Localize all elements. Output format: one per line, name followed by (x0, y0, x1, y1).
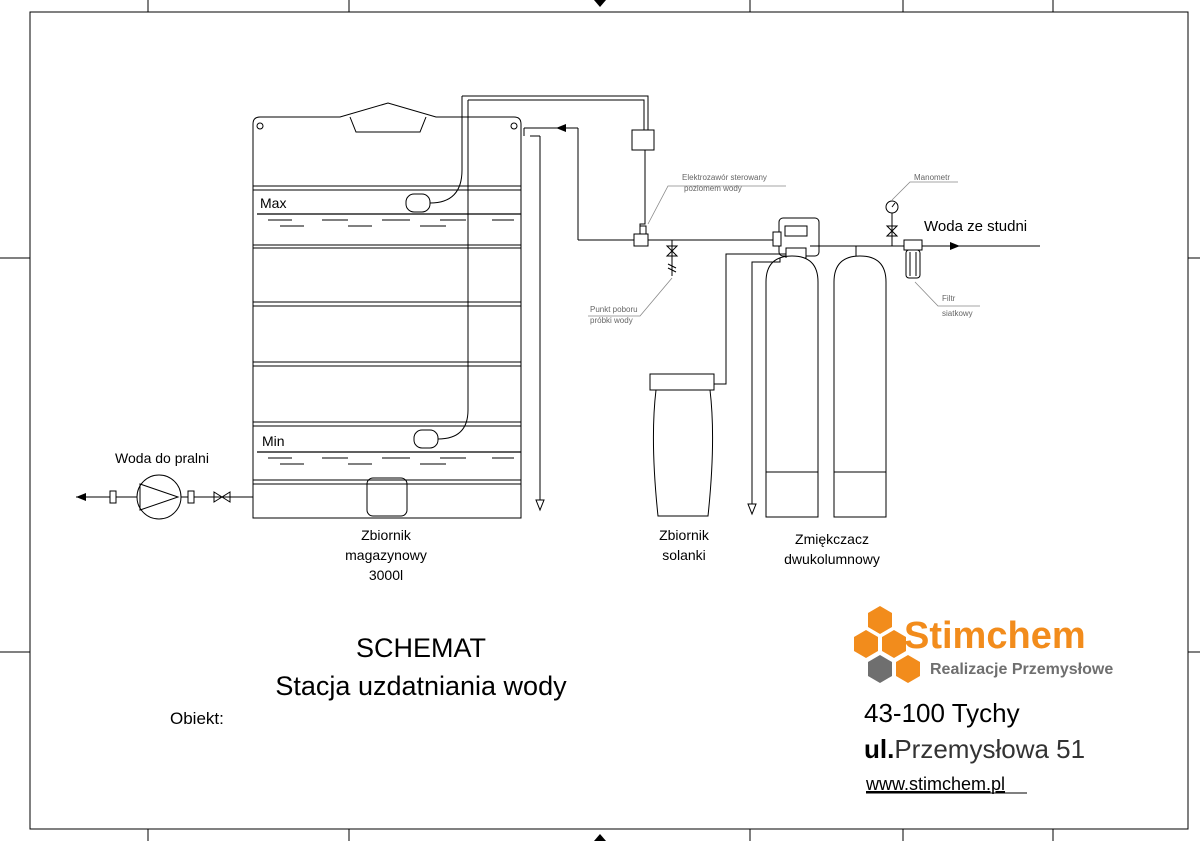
top-center-marker (594, 0, 606, 7)
softener-column-left (766, 256, 818, 517)
solenoid-valve (634, 226, 648, 246)
pump (137, 475, 181, 519)
brine-tank (650, 374, 714, 516)
company-website-link[interactable]: www.stimchem.pl (866, 774, 1006, 794)
controller-to-valve-line (640, 150, 645, 236)
softener-label-2: dwukolumnowy (784, 551, 880, 567)
company-tagline: Realizacje Przemysłowe (930, 661, 1114, 678)
filter-callout-2: siatkowy (942, 309, 973, 318)
filter-callout-1: Filtr (942, 294, 956, 303)
storage-tank-label-1: Zbiornik (361, 527, 411, 543)
flow-arrow-to-tank (556, 124, 566, 132)
solenoid-callout-2: poziomem wody (684, 184, 742, 193)
water-to-laundry-label: Woda do pralni (115, 450, 209, 466)
object-label: Obiekt: (170, 709, 224, 728)
schema-title: SCHEMAT (355, 633, 487, 663)
softener-control-head (773, 218, 819, 258)
storage-tank-label-2: magazynowy (345, 547, 427, 563)
brine-tank-label-2: solanki (662, 547, 706, 563)
tank-min-label: Min (262, 433, 285, 449)
company-name: Stimchem (904, 615, 1086, 657)
flow-arrow-from-well (950, 242, 960, 250)
schema-subtitle: Stacja uzdatniania wody (275, 671, 567, 701)
flow-arrow-to-laundry (76, 493, 86, 501)
tank-max-label: Max (260, 195, 287, 211)
storage-tank (253, 103, 521, 518)
sampling-callout-1: Punkt poboru (590, 305, 638, 314)
solenoid-callout-1: Elektrozawór sterowany (682, 173, 767, 182)
softener-column-right (810, 246, 886, 517)
street-prefix: ul. (864, 734, 895, 764)
sampling-valve (667, 240, 677, 276)
sampling-callout-2: próbki wody (590, 316, 633, 325)
water-from-well-label: Woda ze studni (924, 218, 1028, 235)
storage-tank-label-3: 3000l (368, 567, 404, 583)
manometer-callout: Manometr (914, 173, 951, 182)
softener-label-1: Zmiękczacz (795, 531, 869, 547)
company-city: 43-100 Tychy (864, 698, 1020, 728)
mesh-filter (904, 240, 922, 278)
street-name: Przemysłowa 51 (894, 734, 1086, 764)
level-controller-box (632, 130, 654, 150)
bottom-center-marker (594, 834, 606, 841)
brine-tank-label-1: Zbiornik (659, 527, 709, 543)
company-street-line (864, 734, 1085, 764)
